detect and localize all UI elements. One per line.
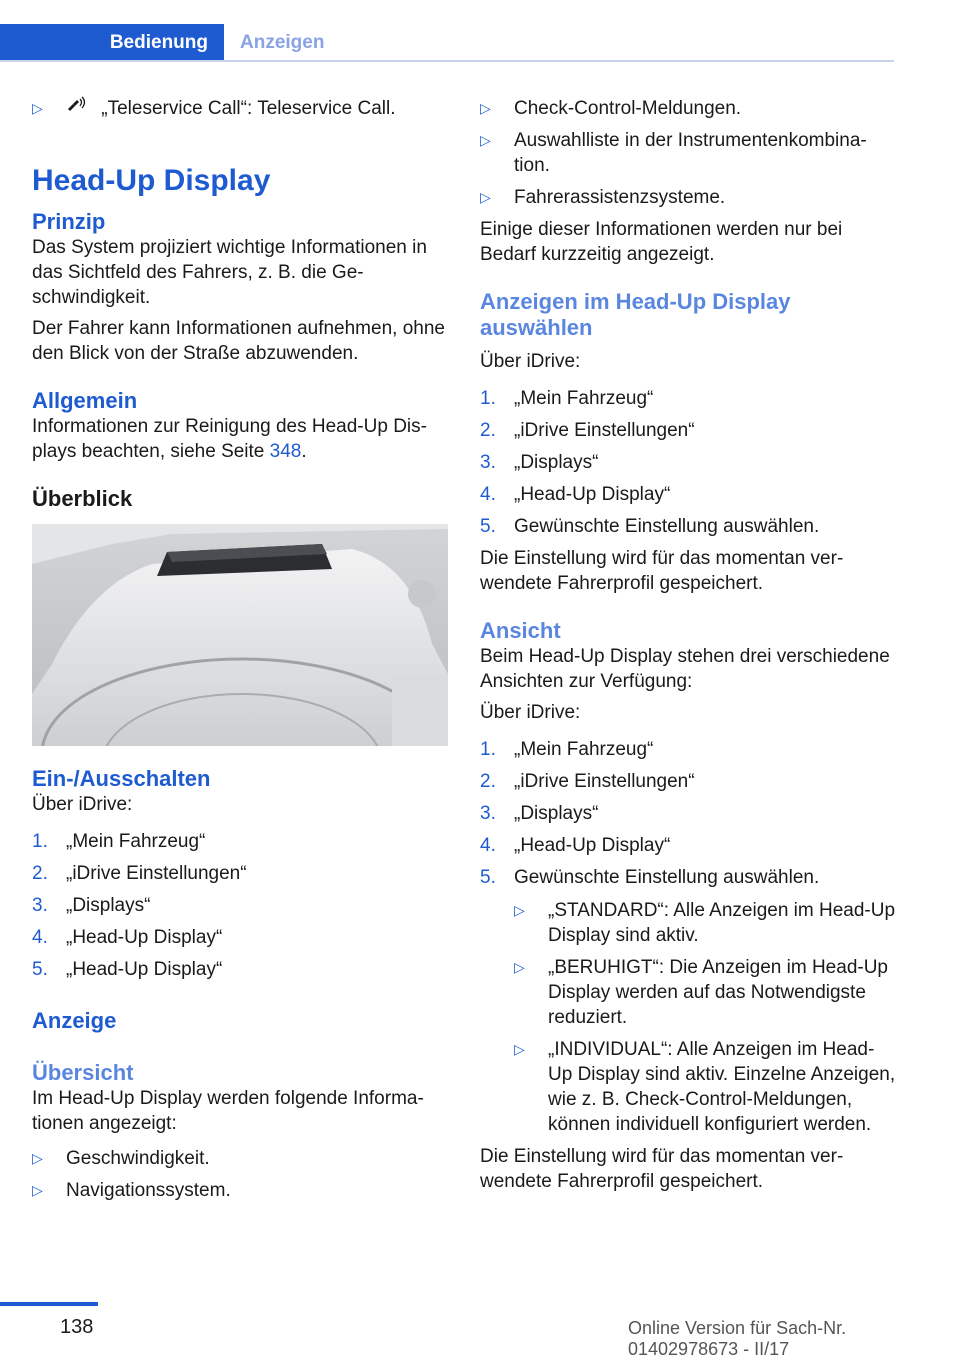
list-item <box>480 514 896 539</box>
allgemein-end: . <box>301 441 307 462</box>
triangle-bullet-icon: ▷ <box>514 1041 525 1057</box>
list-item <box>32 861 450 886</box>
list-item <box>514 898 896 948</box>
step-text: „Head-Up Display“ <box>514 835 671 856</box>
triangle-bullet-icon: ▷ <box>32 100 43 116</box>
step-number: 1. <box>480 739 496 760</box>
list-item <box>480 128 896 178</box>
list-item <box>480 482 896 507</box>
heading-uebersicht: Übersicht <box>32 1060 134 1085</box>
ein-steps <box>32 829 450 982</box>
list-item <box>480 737 896 762</box>
ein-intro: Über iDrive: <box>32 794 133 815</box>
step-number: 2. <box>480 771 496 792</box>
heading-allgemein: Allgemein <box>32 388 138 413</box>
list-item <box>480 801 896 826</box>
section-title: Head-Up Display <box>32 164 271 197</box>
triangle-bullet-icon: ▷ <box>514 959 525 975</box>
triangle-bullet-icon: ▷ <box>32 1150 43 1166</box>
list-item <box>480 386 896 411</box>
select-steps <box>480 386 896 539</box>
list-item <box>32 1178 450 1203</box>
heading-prinzip: Prinzip <box>32 209 106 234</box>
item-text: Navigationssystem. <box>66 1180 231 1201</box>
step-number: 1. <box>480 388 496 409</box>
prinzip-paragraph-1: Das System projiziert wichtige Informationen in das Sichtfeld des Fahrers, z. B. die Geschwindigkeit. <box>32 237 427 308</box>
step-number: 1. <box>32 831 48 852</box>
left-column <box>32 96 450 1210</box>
step-number: 4. <box>480 835 496 856</box>
list-item <box>480 450 896 475</box>
triangle-bullet-icon: ▷ <box>480 132 491 148</box>
step-number: 3. <box>480 452 496 473</box>
heading-ein-ausschalten: Ein-/Ausschalten <box>32 766 211 791</box>
list-item <box>480 185 896 210</box>
info-list <box>480 96 896 210</box>
step-text: „Head-Up Display“ <box>66 959 223 980</box>
list-item <box>480 769 896 794</box>
allgemein-paragraph <box>32 414 450 464</box>
ansicht-steps <box>480 737 896 1137</box>
step-text: „iDrive Einstellungen“ <box>514 420 695 441</box>
step-text: „Displays“ <box>514 803 599 824</box>
option-text: „INDIVIDUAL“: Alle Anzeigen im Head-Up Display sind aktiv. Einzelne Anzeigen, wie z. B. Check-Control-Meldungen, können individuell konfiguriert werden. <box>548 1039 896 1135</box>
ansicht-intro: Über iDrive: <box>480 702 581 723</box>
step-text: „iDrive Einstellungen“ <box>514 771 695 792</box>
footer-version-text: Online Version für Sach-Nr. 01402978673 - II/17 <box>628 1318 847 1359</box>
step-number: 2. <box>480 420 496 441</box>
header-rule <box>0 60 894 62</box>
step-number: 3. <box>480 803 496 824</box>
step-number: 5. <box>480 516 496 537</box>
ansicht-options <box>514 898 896 1137</box>
step-number: 5. <box>480 867 496 888</box>
step-text: „Displays“ <box>514 452 599 473</box>
item-text: Fahrerassistenzsysteme. <box>514 187 726 208</box>
list-item <box>32 893 450 918</box>
list-item <box>514 1037 896 1137</box>
heading-ansicht: Ansicht <box>480 618 561 643</box>
ansicht-note: Die Einstellung wird für das momentan verwendete Fahrerprofil gespeichert. <box>480 1146 844 1192</box>
prinzip-paragraph-2: Der Fahrer kann Informationen aufnehmen, ohne den Blick von der Straße abzuwenden. <box>32 318 445 364</box>
step-text: „Mein Fahrzeug“ <box>514 739 654 760</box>
teleservice-list <box>32 96 450 123</box>
list-item <box>32 829 450 854</box>
speaker-phone-icon <box>66 96 88 123</box>
right-column <box>480 96 896 1200</box>
triangle-bullet-icon: ▷ <box>32 1182 43 1198</box>
teleservice-text: „Teleservice Call“: Teleservice Call. <box>101 98 396 119</box>
option-text: „STANDARD“: Alle Anzeigen im Head-Up Display sind aktiv. <box>548 900 896 946</box>
step-number: 2. <box>32 863 48 884</box>
heading-anzeigen-auswaehlen: Anzeigen im Head-Up Display auswählen <box>480 289 791 340</box>
step-number: 4. <box>480 484 496 505</box>
uebersicht-list <box>32 1146 450 1203</box>
select-note: Die Einstellung wird für das momentan verwendete Fahrerprofil gespeichert. <box>480 548 844 594</box>
page-link[interactable]: 348 <box>269 441 302 462</box>
step-text: „Mein Fahrzeug“ <box>66 831 206 852</box>
uebersicht-paragraph: Im Head-Up Display werden folgende Informationen angezeigt: <box>32 1088 424 1134</box>
tab-bedienung[interactable]: Bedienung <box>0 24 224 62</box>
list-item <box>480 865 896 1137</box>
page-header <box>0 24 894 62</box>
triangle-bullet-icon: ▷ <box>480 100 491 116</box>
footer-rule <box>0 1302 98 1306</box>
list-item <box>480 833 896 858</box>
triangle-bullet-icon: ▷ <box>480 189 491 205</box>
step-text: Gewünschte Einstellung auswählen. <box>514 516 820 537</box>
item-text: Geschwindigkeit. <box>66 1148 210 1169</box>
list-item <box>480 96 896 121</box>
info-note: Einige dieser Informationen werden nur bei Bedarf kurzzeitig angezeigt. <box>480 219 843 265</box>
page-number: 138 <box>60 1316 94 1338</box>
step-text: „Mein Fahrzeug“ <box>514 388 654 409</box>
step-text: „Head-Up Display“ <box>514 484 671 505</box>
option-text: „BERUHIGT“: Die Anzeigen im Head-Up Display werden auf das Notwendigste reduziert. <box>548 957 888 1028</box>
step-text: „iDrive Einstellungen“ <box>66 863 247 884</box>
triangle-bullet-icon: ▷ <box>514 902 525 918</box>
step-number: 3. <box>32 895 48 916</box>
list-item <box>32 1146 450 1171</box>
list-item <box>480 418 896 443</box>
allgemein-text: Informationen zur Reinigung des Head-Up Displays beachten, siehe Seite <box>32 416 427 462</box>
heading-anzeige: Anzeige <box>32 1008 117 1033</box>
list-item <box>514 955 896 1030</box>
list-item <box>32 925 450 950</box>
tab-anzeigen[interactable]: Anzeigen <box>240 32 325 53</box>
step-number: 5. <box>32 959 48 980</box>
item-text: Auswahlliste in der Instrumentenkombination. <box>514 130 867 176</box>
list-item <box>32 96 450 123</box>
step-number: 4. <box>32 927 48 948</box>
list-item <box>32 957 450 982</box>
step-text: „Displays“ <box>66 895 151 916</box>
select-intro: Über iDrive: <box>480 351 581 372</box>
item-text: Check-Control-Meldungen. <box>514 98 742 119</box>
step-text: Gewünschte Einstellung auswählen. <box>514 867 820 888</box>
heading-ueberblick: Überblick <box>32 486 133 511</box>
hud-photo <box>32 524 448 746</box>
step-text: „Head-Up Display“ <box>66 927 223 948</box>
ansicht-paragraph: Beim Head-Up Display stehen drei verschiedene Ansichten zur Verfügung: <box>480 646 890 692</box>
